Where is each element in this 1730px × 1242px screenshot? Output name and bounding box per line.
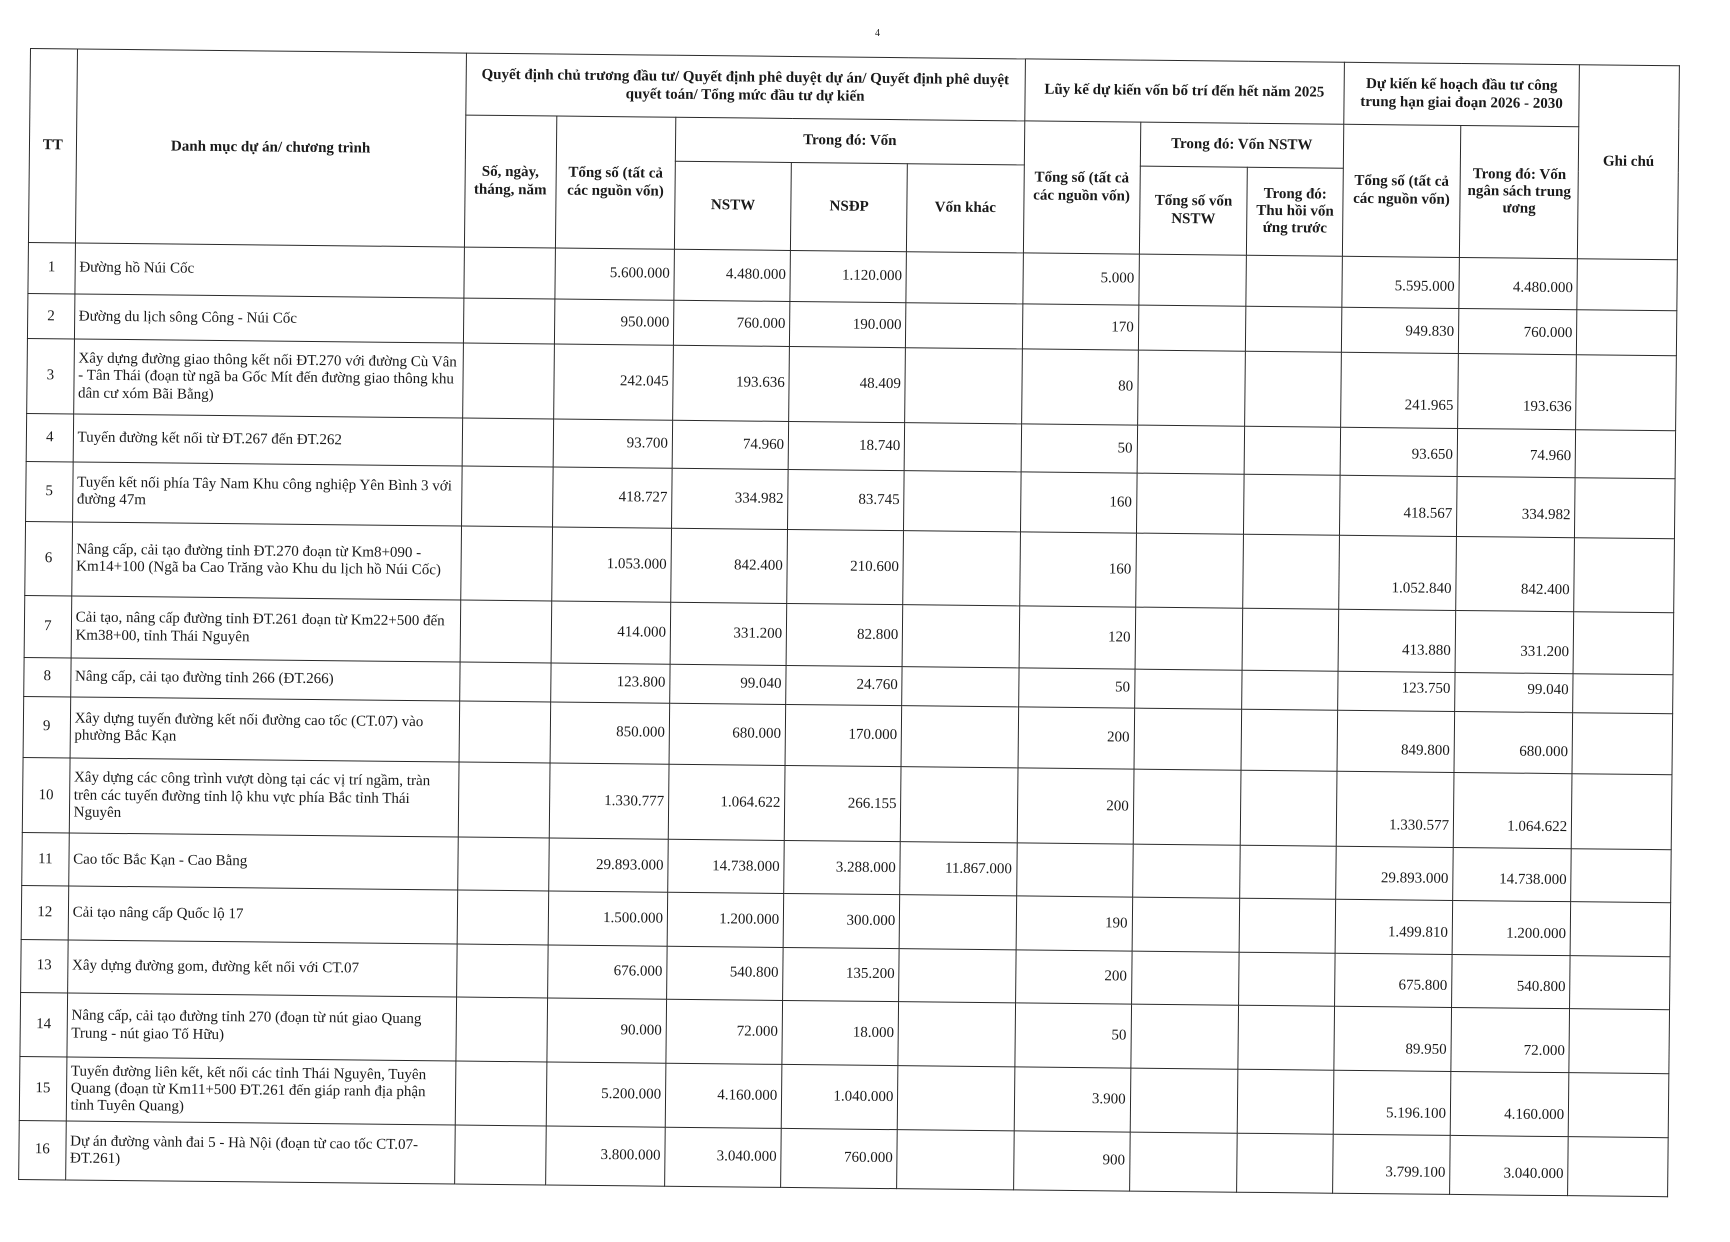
other-capital-cell: [898, 1002, 1015, 1067]
recovery-cell: [1240, 899, 1336, 953]
other-capital-cell: [906, 252, 1023, 304]
row-number: 6: [25, 521, 72, 596]
project-name: Đường du lịch sông Công - Núi Cốc: [74, 294, 463, 343]
col-cum-total: Tổng số (tất cả các nguồn vốn): [1023, 121, 1141, 254]
nsdp-cell: 300.000: [783, 894, 900, 949]
project-name: Tuyến kết nối phía Tây Nam Khu công nghiệp Yên Bình 3 với đường 47m: [72, 462, 462, 526]
col-nstw: NSTW: [675, 161, 792, 250]
plan-central-cell: 3.040.000: [1450, 1136, 1569, 1196]
project-name: Tuyến đường kết nối từ ĐT.267 đến ĐT.262: [73, 414, 462, 466]
total-cell: 123.800: [550, 663, 670, 703]
plan-central-cell: 99.040: [1455, 673, 1574, 713]
total-cell: 5.200.000: [546, 1062, 666, 1127]
nstw-cell: 3.040.000: [665, 1127, 782, 1187]
nstw-cell: 193.636: [673, 345, 790, 421]
total-cell: 850.000: [550, 701, 670, 764]
row-number: 16: [19, 1121, 66, 1180]
col-total: Tổng số (tất cả các nguồn vốn): [555, 116, 676, 249]
nsdp-cell: 210.600: [787, 529, 904, 605]
total-nstw-cell: [1138, 305, 1246, 351]
nstw-cell: 540.800: [667, 946, 784, 1001]
col-decision-no: Số, ngày, tháng, năm: [464, 115, 557, 248]
nstw-cell: 99.040: [670, 664, 787, 704]
nsdp-cell: 18.000: [782, 1001, 899, 1066]
nsdp-cell: 190.000: [790, 302, 907, 348]
project-name: Cải tạo nâng cấp Quốc lộ 17: [68, 886, 457, 943]
nsdp-cell: 82.800: [786, 604, 903, 667]
plan-central-cell: 72.000: [1451, 1008, 1570, 1073]
nstw-cell: 72.000: [666, 999, 783, 1064]
page-number: 4: [875, 28, 880, 39]
recovery-cell: [1245, 426, 1341, 475]
nstw-cell: 334.982: [672, 468, 789, 529]
plan-central-cell: 760.000: [1458, 309, 1577, 355]
nstw-cell: 680.000: [669, 703, 786, 766]
note-cell: [1576, 355, 1676, 431]
row-number: 8: [24, 658, 71, 697]
decision-no-cell: [461, 466, 553, 527]
nstw-cell: 14.738.000: [668, 839, 785, 894]
project-name: Dự án đường vành đai 5 - Hà Nội (đoạn từ cao tốc CT.07- ĐT.261): [65, 1121, 455, 1184]
total-cell: 414.000: [551, 601, 671, 664]
note-cell: [1573, 674, 1673, 713]
plan-central-cell: 1.064.622: [1453, 773, 1572, 849]
total-cell: 418.727: [552, 467, 672, 528]
decision-no-cell: [459, 662, 551, 701]
plan-total-cell: 29.893.000: [1336, 846, 1454, 901]
recovery-cell: [1239, 952, 1335, 1006]
col-project: Danh mục dự án/ chương trình: [75, 49, 466, 247]
total-nstw-cell: [1137, 350, 1246, 426]
total-nstw-cell: [1134, 669, 1242, 709]
decision-no-cell: [463, 247, 555, 299]
decision-no-cell: [456, 944, 548, 998]
total-nstw-cell: [1136, 473, 1244, 534]
decision-no-cell: [457, 837, 549, 891]
total-cell: 93.700: [553, 419, 673, 468]
cumulative-total-cell: 50: [1014, 1003, 1131, 1068]
row-number: 3: [27, 339, 74, 414]
recovery-cell: [1241, 709, 1337, 772]
nstw-cell: 4.480.000: [674, 249, 791, 301]
other-capital-cell: [897, 1130, 1014, 1190]
nstw-cell: 74.960: [672, 420, 789, 469]
other-capital-cell: 11.867.000: [900, 842, 1017, 897]
total-nstw-cell: [1131, 951, 1239, 1005]
total-nstw-cell: [1135, 607, 1243, 670]
row-number: 5: [26, 461, 73, 521]
total-nstw-cell: [1130, 1068, 1239, 1133]
recovery-cell: [1246, 255, 1342, 307]
plan-total-cell: 5.196.100: [1333, 1070, 1451, 1135]
nsdp-cell: 18.740: [788, 421, 905, 470]
recovery-cell: [1238, 1069, 1334, 1134]
project-name: Đường hồ Núi Cốc: [75, 243, 464, 298]
other-capital-cell: [901, 705, 1018, 768]
nsdp-cell: 48.409: [789, 347, 906, 423]
other-capital-cell: [905, 348, 1022, 424]
note-cell: [1577, 259, 1677, 311]
cumulative-total-cell: 900: [1013, 1131, 1130, 1191]
cumulative-total-cell: 120: [1019, 606, 1136, 669]
row-number: 9: [23, 696, 70, 758]
decision-no-cell: [455, 997, 547, 1062]
plan-total-cell: 3.799.100: [1332, 1134, 1450, 1194]
project-name: Xây dựng đường giao thông kết nối ĐT.270 với đường Cù Vân - Tân Thái (đoạn từ ngã ba Gốc Mít đến đường giao thông khu dân cư xóm Bãi Bằng): [73, 339, 463, 418]
plan-central-cell: 680.000: [1454, 711, 1573, 774]
cumulative-total-cell: 160: [1019, 531, 1136, 607]
plan-central-cell: 4.160.000: [1450, 1072, 1569, 1137]
row-number: 2: [27, 294, 74, 339]
total-nstw-cell: [1137, 425, 1245, 474]
other-capital-cell: [903, 530, 1020, 606]
recovery-cell: [1245, 351, 1341, 427]
table-header: [28, 49, 1679, 260]
note-cell: [1574, 537, 1674, 613]
note-cell: [1571, 774, 1671, 850]
other-capital-cell: [899, 948, 1016, 1003]
recovery-cell: [1243, 534, 1339, 610]
decision-no-cell: [462, 418, 554, 467]
note-cell: [1573, 612, 1673, 675]
plan-central-cell: 1.200.000: [1452, 901, 1571, 956]
total-nstw-cell: [1131, 1004, 1240, 1069]
plan-central-cell: 331.200: [1455, 611, 1574, 674]
total-cell: 676.000: [547, 945, 667, 1000]
row-number: 15: [19, 1057, 66, 1122]
total-cell: 29.893.000: [549, 838, 669, 893]
note-cell: [1572, 712, 1672, 775]
col-recovery: Trong đó: Thu hồi vốn ứng trước: [1247, 167, 1343, 256]
cumulative-total-cell: 5.000: [1022, 253, 1139, 305]
total-nstw-cell: [1135, 533, 1244, 609]
decision-no-cell: [462, 343, 554, 419]
nstw-cell: 331.200: [670, 602, 787, 665]
plan-total-cell: 93.650: [1340, 427, 1458, 476]
decision-no-cell: [457, 890, 549, 944]
note-cell: [1569, 1009, 1669, 1074]
cumulative-total-cell: 50: [1021, 424, 1138, 473]
col-total-nstw: Tổng số vốn NSTW: [1139, 166, 1248, 255]
note-cell: [1568, 1073, 1668, 1138]
project-name: Xây dựng tuyến đường kết nối đường cao tốc (CT.07) vào phường Bắc Kạn: [70, 696, 460, 762]
project-name: Cải tạo, nâng cấp đường tỉnh ĐT.261 đoạn từ Km22+500 đến Km38+00, tỉnh Thái Nguyên: [71, 596, 461, 662]
col-plan-central: Trong đó: Vốn ngân sách trung ương: [1459, 125, 1579, 258]
total-cell: 950.000: [554, 299, 674, 345]
nsdp-cell: 1.120.000: [790, 250, 907, 302]
plan-total-cell: 89.950: [1334, 1006, 1452, 1071]
col-plan-group: Dự kiến kế hoạch đầu tư công trung hạn giai đoạn 2026 - 2030: [1344, 62, 1580, 126]
nstw-cell: 1.200.000: [667, 893, 784, 948]
recovery-cell: [1241, 771, 1337, 847]
plan-total-cell: 413.880: [1338, 609, 1456, 672]
project-name: Nâng cấp, cải tạo đường tỉnh ĐT.270 đoạn từ Km8+090 - Km14+100 (Ngã ba Cao Trăng vào Khu du lịch hồ Núi Cốc): [71, 521, 461, 600]
note-cell: [1575, 429, 1675, 478]
row-number: 14: [20, 993, 67, 1058]
col-plan-total: Tổng số (tất cả các nguồn vốn): [1342, 124, 1461, 257]
row-number: 12: [21, 886, 68, 940]
row-number: 11: [22, 833, 69, 887]
project-name: Nâng cấp, cải tạo đường tỉnh 270 (đoạn từ nút giao Quang Trung - nút giao Tố Hữu): [67, 993, 457, 1061]
recovery-cell: [1244, 474, 1340, 535]
other-capital-cell: [902, 667, 1019, 707]
other-capital-cell: [906, 303, 1023, 349]
nstw-cell: 4.160.000: [665, 1063, 782, 1128]
nsdp-cell: 135.200: [783, 947, 900, 1002]
col-cumulative-group: Lũy kế dự kiến vốn bố trí đến hết năm 2025: [1024, 59, 1344, 124]
project-name: Tuyến đường liên kết, kết nối các tỉnh Thái Nguyên, Tuyên Quang (đoạn từ Km11+500 ĐT.261 đến giáp ranh địa phận tỉnh Tuyên Quang): [66, 1057, 456, 1125]
col-other: Vốn khác: [907, 164, 1024, 253]
other-capital-cell: [899, 895, 1016, 950]
nstw-cell: 760.000: [674, 300, 791, 346]
decision-no-cell: [463, 298, 555, 344]
other-capital-cell: [901, 767, 1018, 843]
cumulative-total-cell: 200: [1018, 706, 1135, 769]
plan-total-cell: 241.965: [1340, 352, 1458, 428]
recovery-cell: [1242, 670, 1338, 709]
total-cell: 1.053.000: [552, 526, 672, 602]
nsdp-cell: 1.040.000: [781, 1065, 898, 1130]
cumulative-total-cell: 160: [1020, 472, 1137, 533]
col-note: Ghi chú: [1578, 65, 1680, 260]
nsdp-cell: 24.760: [786, 666, 903, 706]
plan-total-cell: 418.567: [1339, 475, 1457, 536]
other-capital-cell: [902, 605, 1019, 668]
plan-central-cell: 842.400: [1456, 536, 1575, 612]
plan-central-cell: 14.738.000: [1453, 848, 1572, 903]
other-capital-cell: [904, 422, 1021, 471]
row-number: 7: [24, 596, 71, 658]
project-name: Nâng cấp, cải tạo đường tỉnh 266 (ĐT.266): [70, 658, 459, 700]
plan-central-cell: 540.800: [1452, 954, 1571, 1009]
recovery-cell: [1237, 1133, 1333, 1193]
nsdp-cell: 266.155: [784, 766, 901, 842]
total-nstw-cell: [1134, 708, 1242, 771]
plan-total-cell: 5.595.000: [1342, 256, 1460, 308]
decision-no-cell: [458, 762, 550, 838]
total-nstw-cell: [1132, 844, 1240, 898]
note-cell: [1570, 955, 1670, 1009]
recovery-cell: [1246, 306, 1342, 352]
row-number: 13: [21, 939, 68, 993]
cumulative-total-cell: [1016, 843, 1133, 898]
note-cell: [1575, 477, 1675, 538]
nsdp-cell: 170.000: [785, 704, 902, 767]
col-tt: TT: [28, 49, 77, 243]
col-nsdp: NSĐP: [791, 162, 908, 251]
total-nstw-cell: [1132, 898, 1240, 952]
investment-table: [18, 48, 1680, 1197]
note-cell: [1568, 1137, 1668, 1197]
total-cell: 5.600.000: [555, 248, 675, 300]
nsdp-cell: 83.745: [788, 469, 905, 530]
cumulative-total-cell: 200: [1017, 768, 1134, 844]
recovery-cell: [1243, 608, 1339, 671]
plan-total-cell: 1.499.810: [1335, 900, 1453, 955]
project-name: Cao tốc Bắc Kạn - Cao Bằng: [68, 833, 457, 890]
plan-central-cell: 193.636: [1458, 354, 1577, 430]
note-cell: [1571, 849, 1671, 903]
total-cell: 1.330.777: [549, 763, 669, 839]
cumulative-total-cell: 170: [1022, 304, 1139, 350]
cumulative-total-cell: 3.900: [1014, 1067, 1131, 1132]
row-number: 10: [22, 758, 69, 833]
col-decision-group: Quyết định chủ trương đầu tư/ Quyết định phê duyệt dự án/ Quyết định phê duyệt quyết toán/ Tổng mức đầu tư dự kiến: [465, 53, 1025, 121]
total-cell: 3.800.000: [545, 1126, 665, 1186]
project-name: Xây dựng đường gom, đường kết nối với CT.07: [67, 940, 456, 997]
cumulative-total-cell: 200: [1015, 950, 1132, 1005]
row-number: 4: [26, 413, 73, 462]
cumulative-total-cell: 80: [1021, 349, 1138, 425]
project-name: Xây dựng các công trình vượt dòng tại các vị trí ngầm, tràn trên các tuyến đường tỉnh lộ khu vực phía Bắc tỉnh Thái Nguyên: [69, 758, 459, 837]
nsdp-cell: 3.288.000: [784, 841, 901, 896]
total-nstw-cell: [1139, 254, 1247, 306]
plan-total-cell: 123.750: [1338, 671, 1456, 711]
nstw-cell: 842.400: [671, 528, 788, 604]
total-cell: 90.000: [547, 998, 667, 1063]
recovery-cell: [1240, 845, 1336, 899]
decision-no-cell: [454, 1125, 546, 1185]
col-of-which-nstw: Trong đó: Vốn NSTW: [1140, 122, 1344, 168]
total-nstw-cell: [1133, 769, 1242, 845]
decision-no-cell: [459, 701, 551, 764]
plan-central-cell: 4.480.000: [1459, 257, 1578, 309]
plan-total-cell: 849.800: [1337, 710, 1455, 773]
nstw-cell: 1.064.622: [668, 765, 785, 841]
plan-total-cell: 949.830: [1341, 307, 1459, 353]
other-capital-cell: [898, 1066, 1015, 1131]
row-number: 1: [28, 242, 75, 294]
cumulative-total-cell: 50: [1018, 668, 1135, 708]
plan-total-cell: 675.800: [1334, 953, 1452, 1008]
note-cell: [1570, 902, 1670, 956]
total-cell: 242.045: [553, 344, 673, 420]
nsdp-cell: 760.000: [781, 1129, 898, 1189]
decision-no-cell: [460, 526, 552, 602]
decision-no-cell: [455, 1061, 547, 1126]
total-nstw-cell: [1129, 1132, 1237, 1192]
other-capital-cell: [904, 470, 1021, 531]
cumulative-total-cell: 190: [1016, 896, 1133, 951]
plan-central-cell: 334.982: [1457, 476, 1576, 537]
plan-total-cell: 1.330.577: [1336, 772, 1454, 848]
col-of-which-capital: Trong đó: Vốn: [675, 117, 1024, 165]
recovery-cell: [1238, 1005, 1334, 1070]
note-cell: [1577, 310, 1677, 356]
decision-no-cell: [460, 600, 552, 663]
total-cell: 1.500.000: [548, 891, 668, 946]
plan-total-cell: 1.052.840: [1339, 535, 1457, 611]
table-body: [19, 242, 1678, 1196]
plan-central-cell: 74.960: [1457, 428, 1576, 477]
